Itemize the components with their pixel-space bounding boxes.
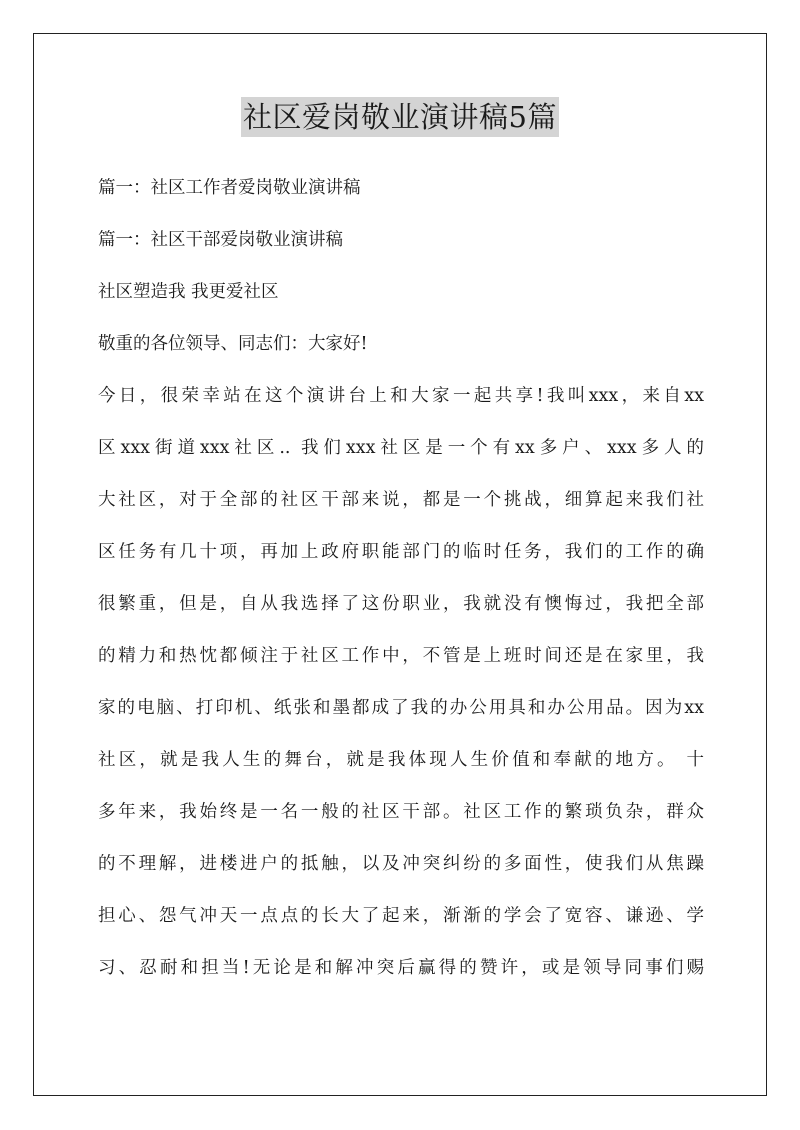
body-line: 今日，很荣幸站在这个演讲台上和大家一起共享!我叫xxx，来自xx — [98, 386, 704, 406]
body-line: 的不理解，进楼进户的抵触，以及冲突纠纷的多面性，使我们从焦躁 — [98, 854, 704, 874]
body-line: 大社区，对于全部的社区干部来说，都是一个挑战，细算起来我们社 — [98, 490, 704, 510]
body-line: 家的电脑、打印机、纸张和墨都成了我的办公用具和办公用品。因为xx — [98, 698, 704, 718]
section-heading: 篇一：社区工作者爱岗敬业演讲稿 — [98, 178, 361, 198]
body-line: 担心、怨气冲天一点点的长大了起来，渐渐的学会了宽容、谦逊、学 — [98, 906, 704, 926]
speech-subtitle: 社区塑造我 我更爱社区 — [98, 282, 279, 302]
body-line: 区任务有几十项，再加上政府职能部门的临时任务，我们的工作的确 — [98, 542, 704, 562]
subsection-heading: 篇一：社区干部爱岗敬业演讲稿 — [98, 230, 343, 250]
document-title: 社区爱岗敬业演讲稿5篇 — [241, 97, 559, 137]
body-line: 社区，就是我人生的舞台，就是我体现人生价值和奉献的地方。 十 — [98, 750, 704, 770]
body-line: 的精力和热忱都倾注于社区工作中，不管是上班时间还是在家里，我 — [98, 646, 704, 666]
body-line: 很繁重，但是，自从我选择了这份职业，我就没有懊悔过，我把全部 — [98, 594, 704, 614]
body-line: 习、忍耐和担当!无论是和解冲突后赢得的赞许，或是领导同事们赐 — [98, 958, 704, 978]
body-line: 区xxx街道xxx社区.. 我们xxx社区是一个有xx多户、xxx多人的 — [98, 438, 704, 458]
body-line: 多年来，我始终是一名一般的社区干部。社区工作的繁琐负杂，群众 — [98, 802, 704, 822]
title-container — [0, 97, 800, 137]
greeting-line: 敬重的各位领导、同志们：大家好! — [98, 334, 368, 354]
